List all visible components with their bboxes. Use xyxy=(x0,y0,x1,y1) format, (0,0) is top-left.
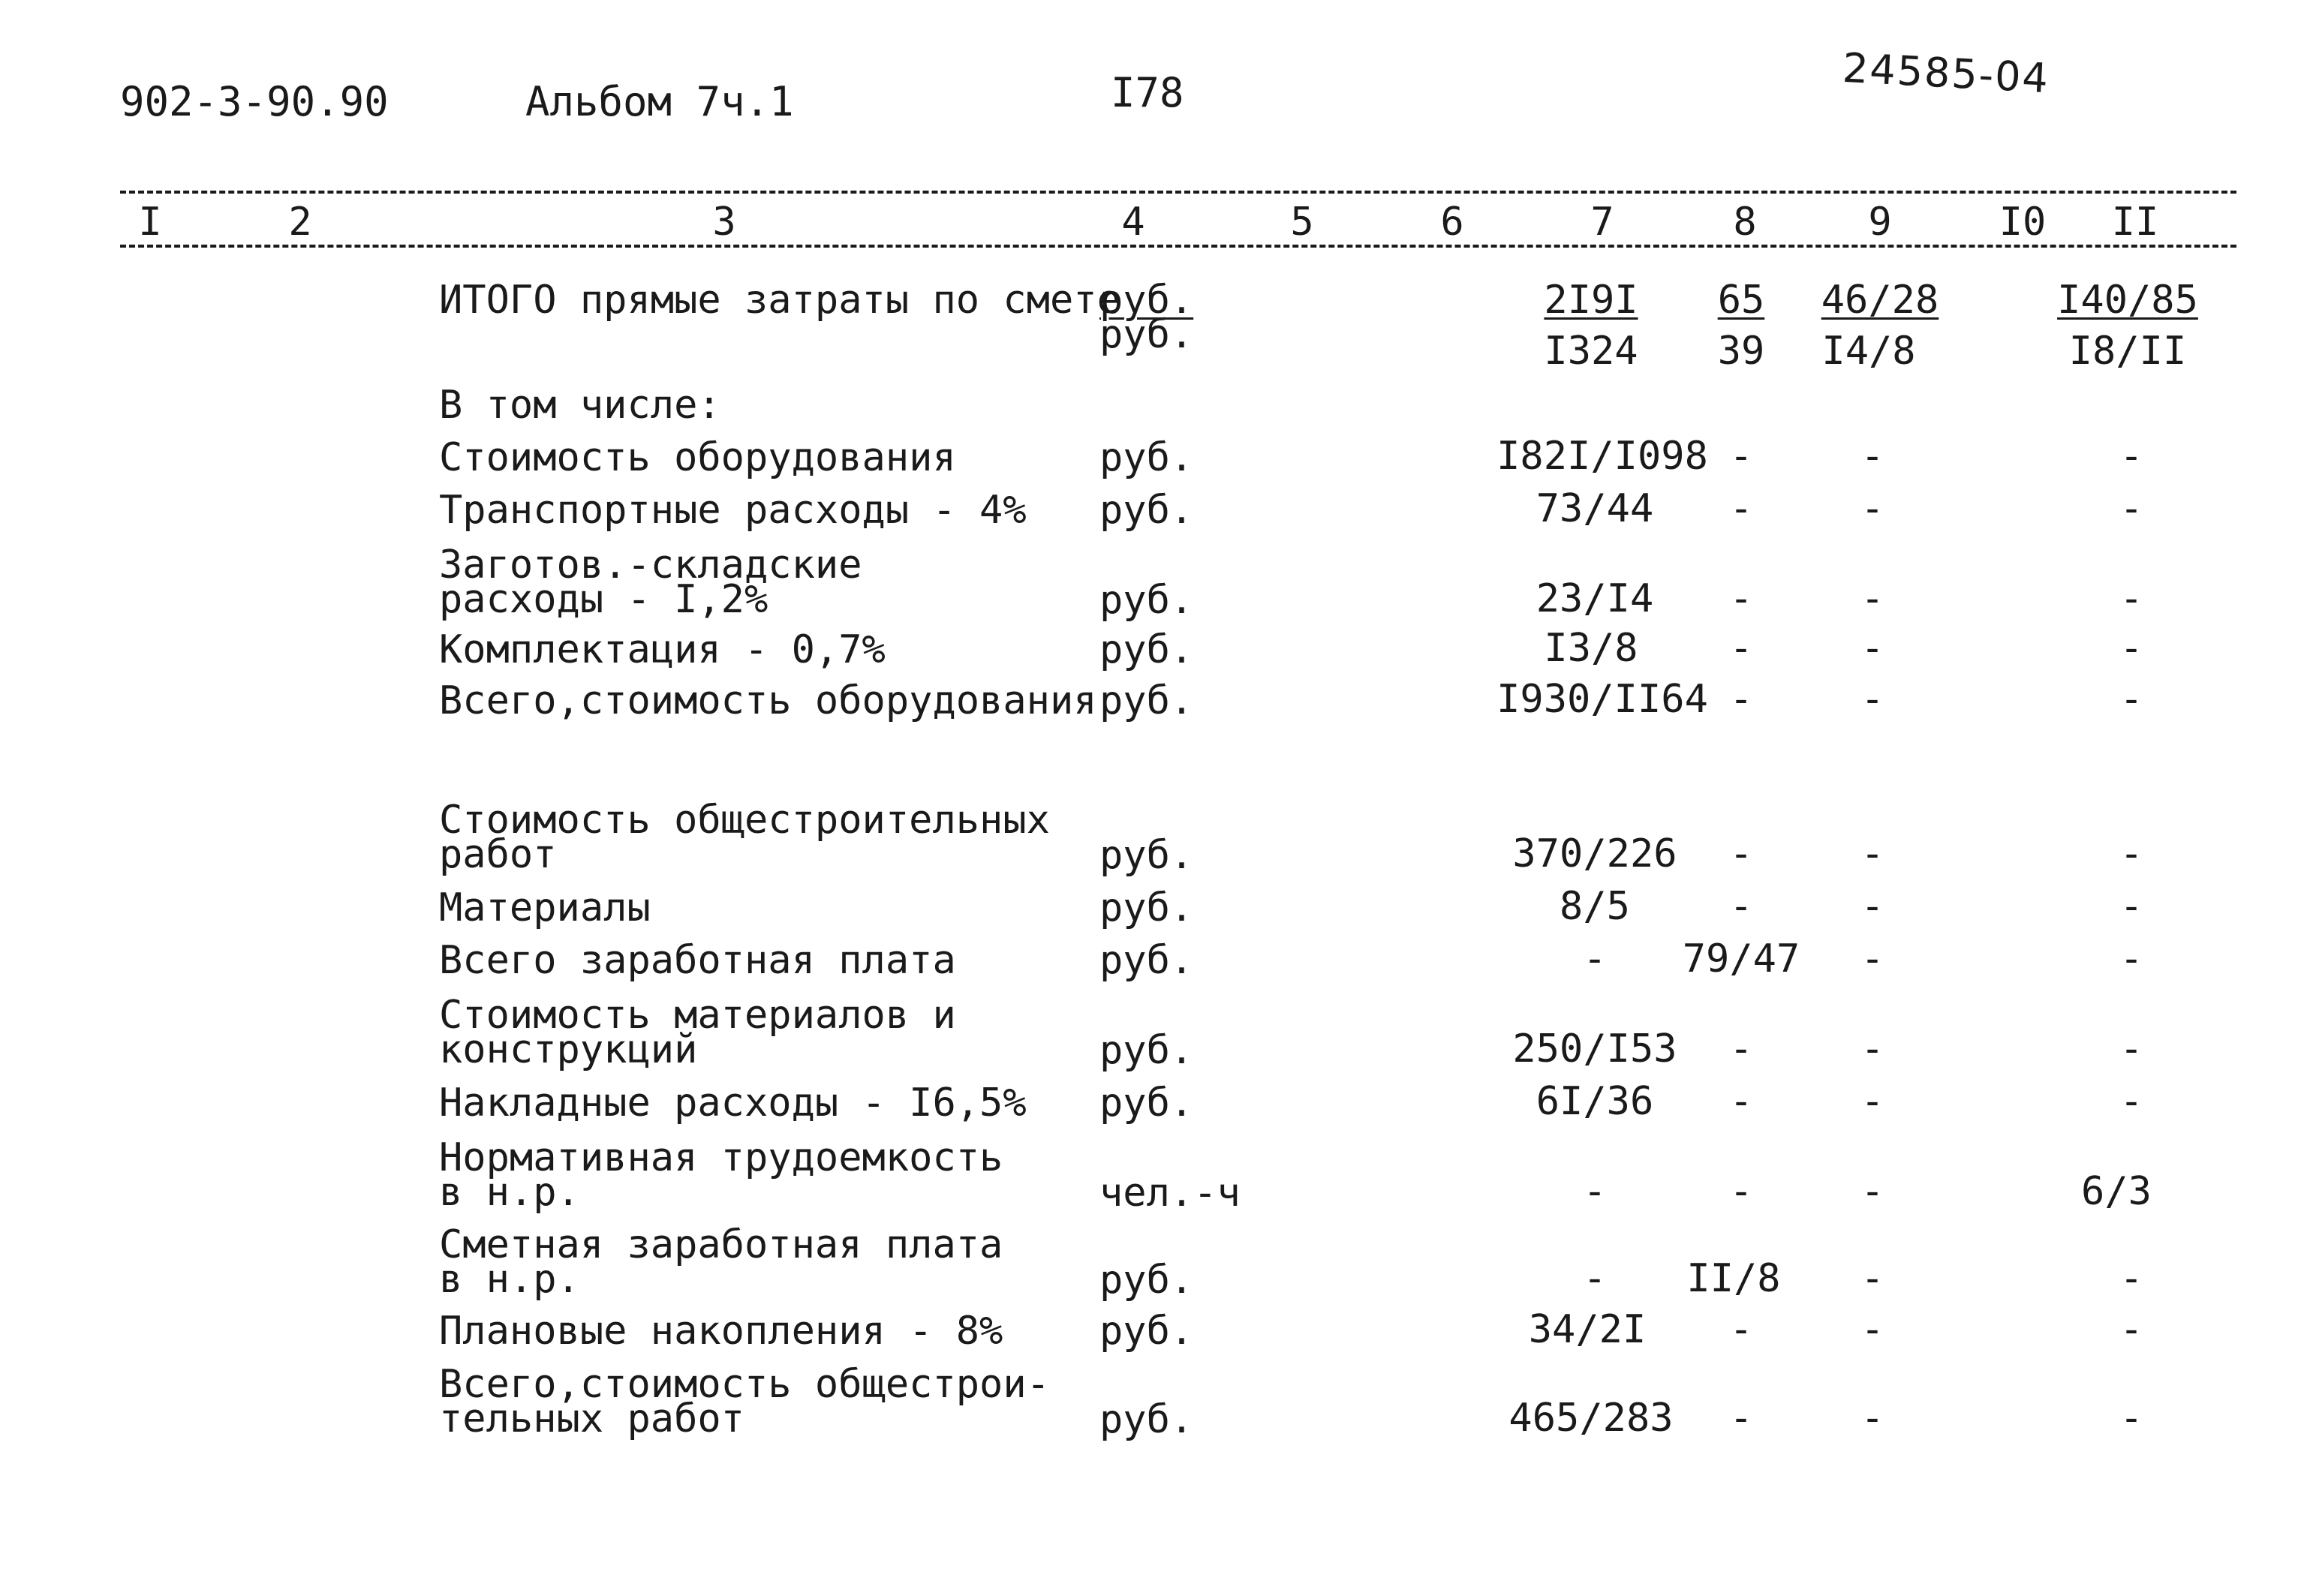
row-label: Нормативная трудоемкость в н.р. xyxy=(439,1135,1003,1215)
row-unit: руб. xyxy=(1099,1081,1194,1126)
header-top-rule xyxy=(120,191,2236,194)
row-label: Транспортные расходы - 4% xyxy=(439,488,1027,533)
row-col11: - xyxy=(2119,884,2143,929)
row-label: Сметная заработная плата в н.р. xyxy=(439,1222,1003,1302)
row-unit: руб. xyxy=(1099,1258,1194,1303)
row-col7: I3/8 xyxy=(1544,626,1638,671)
row-col7: 370/226 xyxy=(1512,831,1677,876)
row-col7: - xyxy=(1583,936,1607,981)
column-number: 7 xyxy=(1590,200,1614,245)
row-col8: - xyxy=(1729,1307,1753,1352)
row-unit: руб. xyxy=(1099,1309,1194,1354)
row-col11: - xyxy=(2119,677,2143,722)
row-col9: - xyxy=(1860,1396,1884,1441)
row-col7: 465/283 xyxy=(1508,1396,1674,1441)
row-col8: - xyxy=(1729,434,1753,479)
row-col11: - xyxy=(2119,576,2143,621)
row-col7: 73/44 xyxy=(1535,486,1654,531)
row-col8: - xyxy=(1729,576,1753,621)
total-unit-bottom: руб. xyxy=(1099,312,1194,357)
row-col7: 6I/36 xyxy=(1535,1079,1654,1124)
row-col11: - xyxy=(2119,1256,2143,1301)
total-col11-top: I40/85 xyxy=(2057,278,2198,323)
row-col9: - xyxy=(1860,576,1884,621)
row-label: Стоимость оборудования xyxy=(439,435,956,480)
row-col9: - xyxy=(1860,626,1884,671)
row-unit: руб. xyxy=(1099,578,1194,623)
row-col9: - xyxy=(1860,1079,1884,1124)
row-col11: - xyxy=(2119,1026,2143,1072)
row-col8: - xyxy=(1729,1026,1753,1072)
row-unit: руб. xyxy=(1099,1028,1194,1073)
inventory-number: 24585-04 xyxy=(1841,44,2051,103)
total-col8-top: 65 xyxy=(1717,278,1765,323)
column-number: 9 xyxy=(1868,200,1892,245)
row-col8: - xyxy=(1729,626,1753,671)
column-number: 3 xyxy=(712,200,736,245)
row-col9: - xyxy=(1860,434,1884,479)
row-label: Накладные расходы - I6,5% xyxy=(439,1081,1027,1126)
row-col11: - xyxy=(2119,831,2143,876)
including-label: В том числе: xyxy=(439,383,721,428)
row-label: Комплектация - 0,7% xyxy=(439,627,886,672)
page-number: I78 xyxy=(1111,69,1184,116)
document-code: 902-3-90.90 xyxy=(120,78,389,125)
row-col7: 250/I53 xyxy=(1512,1026,1677,1072)
header-bottom-rule xyxy=(120,245,2236,248)
row-col7: I82I/I098 xyxy=(1496,434,1708,479)
row-col7: - xyxy=(1583,1169,1607,1214)
row-label: Стоимость общестроительных работ xyxy=(439,798,1050,877)
row-col9: - xyxy=(1860,936,1884,981)
row-col8: - xyxy=(1729,1169,1753,1214)
row-col7: I930/II64 xyxy=(1496,677,1708,722)
total-col11-bottom: I8/II xyxy=(2068,329,2187,374)
total-unit-top: руб. xyxy=(1099,278,1194,323)
row-label: Материалы xyxy=(439,885,651,930)
row-col8: 79/47 xyxy=(1682,936,1800,981)
row-unit: руб. xyxy=(1099,833,1194,878)
row-label: Всего,стоимость оборудования xyxy=(439,678,1097,723)
row-unit: руб. xyxy=(1099,488,1194,533)
row-col9: - xyxy=(1860,1026,1884,1072)
row-col8: - xyxy=(1729,677,1753,722)
row-unit: руб. xyxy=(1099,1397,1194,1442)
row-col8: - xyxy=(1729,831,1753,876)
total-col7-top: 2I9I xyxy=(1544,278,1638,323)
row-unit: руб. xyxy=(1099,678,1194,723)
row-col11: - xyxy=(2119,936,2143,981)
row-col8: - xyxy=(1729,486,1753,531)
row-col9: - xyxy=(1860,1256,1884,1301)
row-col9: - xyxy=(1860,1307,1884,1352)
row-col8: - xyxy=(1729,1079,1753,1124)
row-col7: - xyxy=(1583,1256,1607,1301)
row-col9: - xyxy=(1860,677,1884,722)
column-number: 6 xyxy=(1440,200,1464,245)
row-col9: - xyxy=(1860,1169,1884,1214)
column-number: I0 xyxy=(1999,200,2047,245)
column-number: I xyxy=(138,200,162,245)
total-col7-bottom: I324 xyxy=(1544,329,1638,374)
total-col9-top: 46/28 xyxy=(1821,278,1939,323)
row-unit: руб. xyxy=(1099,627,1194,672)
album-label: Альбом 7ч.1 xyxy=(525,78,794,125)
row-col11: - xyxy=(2119,434,2143,479)
row-label: Плановые накопления - 8% xyxy=(439,1309,1003,1354)
column-number: II xyxy=(2111,200,2159,245)
row-col8: II/8 xyxy=(1686,1256,1781,1301)
row-label: Всего,стоимость общестрои- тельных работ xyxy=(439,1362,1050,1441)
row-col7: 23/I4 xyxy=(1535,576,1654,621)
total-col8-bottom: 39 xyxy=(1717,329,1765,374)
row-label: Стоимость материалов и конструкций xyxy=(439,993,956,1072)
row-col9: - xyxy=(1860,831,1884,876)
row-col11: - xyxy=(2119,486,2143,531)
column-number: 5 xyxy=(1290,200,1314,245)
row-unit: руб. xyxy=(1099,435,1194,480)
row-col9: - xyxy=(1860,884,1884,929)
row-unit: чел.-ч xyxy=(1099,1171,1241,1216)
row-col11: 6/3 xyxy=(2081,1169,2152,1214)
row-unit: руб. xyxy=(1099,938,1194,983)
row-col8: - xyxy=(1729,1396,1753,1441)
row-col11: - xyxy=(2119,1079,2143,1124)
column-number: 4 xyxy=(1121,200,1145,245)
row-col11: - xyxy=(2119,626,2143,671)
row-col9: - xyxy=(1860,486,1884,531)
row-col8: - xyxy=(1729,884,1753,929)
row-label: Всего заработная плата xyxy=(439,938,956,983)
row-col11: - xyxy=(2119,1307,2143,1352)
row-col7: 8/5 xyxy=(1560,884,1630,929)
total-col9-bottom: I4/8 xyxy=(1821,329,1916,374)
row-col7: 34/2I xyxy=(1528,1307,1647,1352)
column-number: 8 xyxy=(1733,200,1757,245)
row-col11: - xyxy=(2119,1396,2143,1441)
column-number: 2 xyxy=(288,200,312,245)
row-label: Заготов.-складские расходы - I,2% xyxy=(439,543,862,622)
total-label: ИТОГО прямые затраты по смете xyxy=(439,278,1120,323)
row-unit: руб. xyxy=(1099,885,1194,930)
